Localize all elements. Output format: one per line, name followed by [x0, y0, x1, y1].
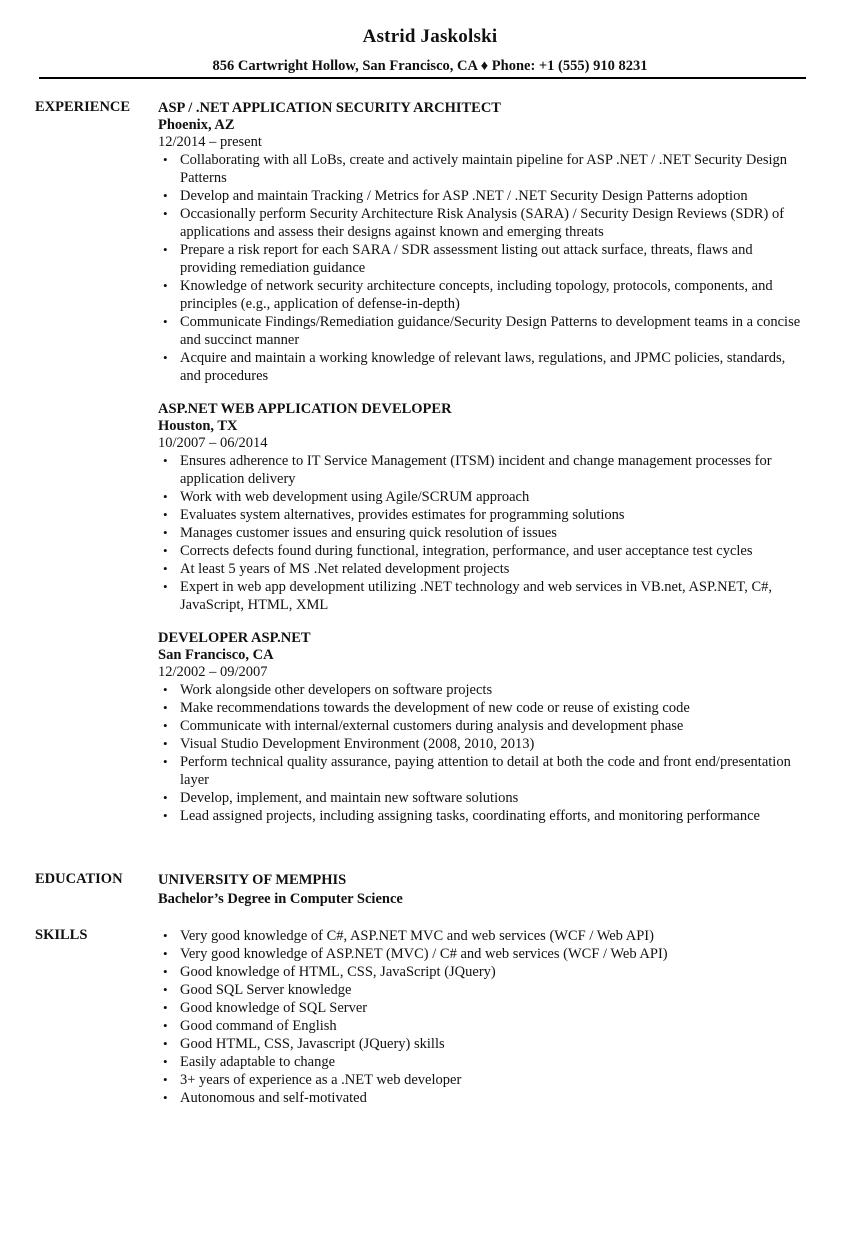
- job-title: ASP.NET WEB APPLICATION DEVELOPER: [158, 401, 452, 417]
- bullet-item: • Knowledge of network security architecture concepts, including topology, protocols, components, and principles (e.g., application of defense-in-depth): [180, 277, 808, 313]
- skill-item: • Good knowledge of HTML, CSS, JavaScript (JQuery): [180, 963, 808, 981]
- skill-item: • Good SQL Server knowledge: [180, 981, 808, 999]
- bullet-item: • Occasionally perform Security Architecture Risk Analysis (SARA) / Security Design Reviews (SDR) of applications and assess their designs against known and emerging threats: [180, 205, 808, 241]
- contact-line: 856 Cartwright Hollow, San Francisco, CA ♦ Phone: +1 (555) 910 8231: [212, 58, 648, 74]
- bullet-item: • Work with web development using Agile/SCRUM approach: [180, 488, 808, 506]
- bullet-item: • At least 5 years of MS .Net related development projects: [180, 560, 808, 578]
- bullet-item: • Develop and maintain Tracking / Metrics for ASP .NET / .NET Security Design Patterns adoption: [180, 187, 808, 205]
- section-label-education: EDUCATION: [35, 871, 123, 887]
- bullet-item: • Develop, implement, and maintain new software solutions: [180, 789, 808, 807]
- bullet-item: • Ensures adherence to IT Service Management (ITSM) incident and change management processes for application delivery: [180, 452, 808, 488]
- job-dates: 12/2014 – present: [158, 134, 262, 150]
- skill-item: • Good command of English: [180, 1017, 808, 1035]
- bullet-item: • Collaborating with all LoBs, create and actively maintain pipeline for ASP .NET / .NET Security Design Patterns: [180, 151, 808, 187]
- bullet-item: • Manages customer issues and ensuring quick resolution of issues: [180, 524, 808, 542]
- header-divider: [39, 77, 806, 79]
- bullet-item: • Communicate with internal/external customers during analysis and development phase: [180, 717, 808, 735]
- skill-item: • Autonomous and self-motivated: [180, 1089, 808, 1107]
- job-bullets: [158, 151, 808, 385]
- job-location: San Francisco, CA: [158, 647, 274, 663]
- skills-body: [158, 927, 808, 1107]
- bullet-item: • Prepare a risk report for each SARA / SDR assessment listing out attack surface, threats, flaws and providing remediation guidance: [180, 241, 808, 277]
- bullet-item: • Lead assigned projects, including assigning tasks, coordinating efforts, and monitoring performance: [180, 807, 808, 825]
- bullet-item: • Communicate Findings/Remediation guidance/Security Design Patterns to development teams in a concise and succinct manner: [180, 313, 808, 349]
- job-title: ASP / .NET APPLICATION SECURITY ARCHITECT: [158, 100, 501, 116]
- section-label-experience: EXPERIENCE: [35, 99, 131, 115]
- bullet-item: • Perform technical quality assurance, paying attention to detail at both the code and front end/presentation layer: [180, 753, 808, 789]
- skill-item: • Good knowledge of SQL Server: [180, 999, 808, 1017]
- school-name: UNIVERSITY OF MEMPHIS: [158, 872, 347, 888]
- job-bullets: [158, 452, 808, 614]
- candidate-name: Astrid Jaskolski: [362, 26, 498, 47]
- bullet-item: • Acquire and maintain a working knowledge of relevant laws, regulations, and JPMC policies, standards, and procedures: [180, 349, 808, 385]
- degree: Bachelor’s Degree in Computer Science: [158, 891, 403, 907]
- bullet-item: • Evaluates system alternatives, provides estimates for programming solutions: [180, 506, 808, 524]
- skill-item: • Easily adaptable to change: [180, 1053, 808, 1071]
- education-body: [158, 871, 808, 909]
- job-bullets: [158, 681, 808, 825]
- skill-item: • Very good knowledge of ASP.NET (MVC) / C# and web services (WCF / Web API): [180, 945, 808, 963]
- job-dates: 12/2002 – 09/2007: [158, 664, 268, 680]
- job-entry: [158, 629, 808, 825]
- bullet-item: • Make recommendations towards the development of new code or reuse of existing code: [180, 699, 808, 717]
- skill-item: • 3+ years of experience as a .NET web developer: [180, 1071, 808, 1089]
- bullet-item: • Visual Studio Development Environment (2008, 2010, 2013): [180, 735, 808, 753]
- experience-body: [158, 99, 808, 839]
- bullet-item: • Corrects defects found during functional, integration, performance, and user acceptance test cycles: [180, 542, 808, 560]
- skill-item: • Very good knowledge of C#, ASP.NET MVC and web services (WCF / Web API): [180, 927, 808, 945]
- job-title: DEVELOPER ASP.NET: [158, 630, 311, 646]
- job-entry: [158, 400, 808, 614]
- job-entry: [158, 99, 808, 385]
- section-label-skills: SKILLS: [35, 927, 88, 943]
- skill-item: • Good HTML, CSS, Javascript (JQuery) skills: [180, 1035, 808, 1053]
- job-dates: 10/2007 – 06/2014: [158, 435, 268, 451]
- bullet-item: • Work alongside other developers on software projects: [180, 681, 808, 699]
- skills-list: [158, 927, 808, 1107]
- job-location: Phoenix, AZ: [158, 117, 235, 133]
- bullet-item: • Expert in web app development utilizing .NET technology and web services in VB.net, ASP.NET, C#, JavaScript, HTML, XML: [180, 578, 808, 614]
- job-location: Houston, TX: [158, 418, 238, 434]
